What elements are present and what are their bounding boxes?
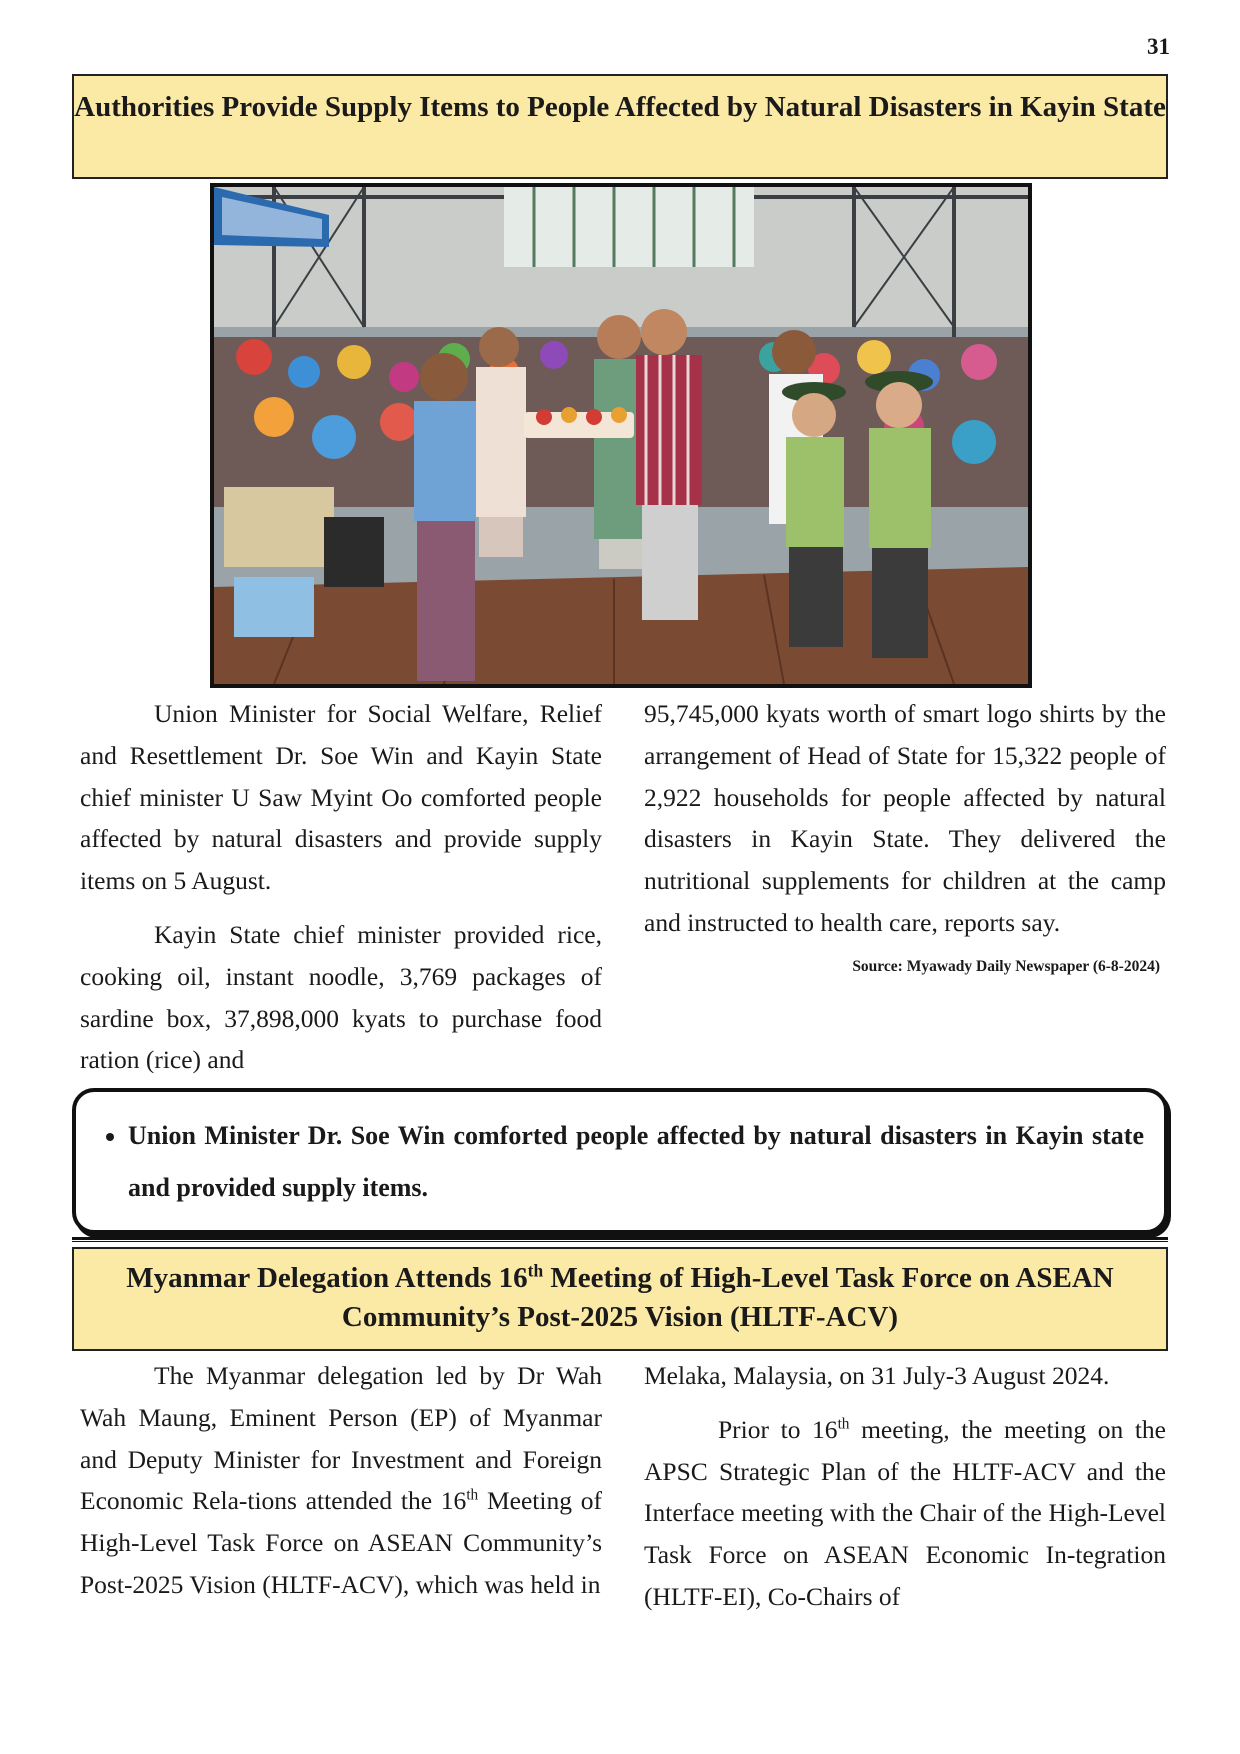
title-part: Myanmar Delegation Attends 16 (126, 1262, 528, 1294)
article-photo (210, 183, 1032, 688)
text-run: Meeting of High-Level Task Force on ASEAN Community’s Post-2025 Vision (HLTF-ACV), which was held in (80, 1486, 602, 1599)
text-run: meeting, the meeting on the APSC Strategic Plan of the HLTF-ACV and the Interface meeting with the Chair of the High-Level Task Force on ASEAN Economic In-tegration (HLTF-EI), Co-Chairs of (644, 1414, 1166, 1611)
article-title (72, 74, 1168, 179)
article-column-right (644, 693, 1166, 990)
paragraph (80, 1355, 602, 1606)
article-title-text: Authorities Provide Supply Items to People Affected by Natural Disasters in Kayin State (74, 91, 1166, 123)
text-run: The Myanmar delegation led by Dr Wah Wah Maung, Eminent Person (EP) of Myanmar and Deputy Minister for Investment and Foreign Economic Rela-tions attended the 16 (80, 1361, 602, 1516)
summary-bullet: • Union Minister Dr. Soe Win comforted people affected by natural disasters in Kayin state and provided supply items. (128, 1110, 1144, 1214)
article-column-right (644, 1355, 1166, 1630)
title-part: Meeting of High-Level Task Force on ASEAN Community’s Post-2025 Vision (HLTF-ACV) (341, 1262, 1114, 1333)
summary-highlight-box (72, 1088, 1168, 1234)
paragraph: Melaka, Malaysia, on 31 July-3 August 2024. (644, 1361, 1110, 1390)
article-column-left (80, 1355, 602, 1618)
paragraph: Kayin State chief minister provided rice, cooking oil, instant noodle, 3,769 packages of sardine box, 37,898,000 kyats to purchase food ration (rice) and (80, 919, 602, 1075)
title-superscript: th (527, 1260, 544, 1281)
superscript: th (837, 1415, 850, 1433)
superscript: th (466, 1486, 479, 1504)
paragraph: 95,745,000 kyats worth of smart logo shirts by the arrangement of Head of State for 15,322 people of 2,922 households for people affected by natural disasters in Kayin State. They delivered the nutritional supplements for children at the camp and instructed to health care, reports say. (644, 699, 1166, 937)
summary-list (76, 1092, 1164, 1214)
source-citation: Source: Myawady Daily Newspaper (6-8-2024) (852, 957, 1160, 975)
text-run: Prior to 16 (718, 1414, 838, 1444)
article-title (72, 1247, 1168, 1351)
page-number: 31 (1147, 34, 1170, 59)
section-divider (72, 1237, 1168, 1242)
article-column-left (80, 693, 602, 1093)
paragraph: Union Minister for Social Welfare, Relief and Resettlement Dr. Soe Win and Kayin State chief minister U Saw Myint Oo comforted people affected by natural disasters and provide supply items on 5 August. (80, 699, 602, 896)
paragraph (644, 1409, 1166, 1618)
